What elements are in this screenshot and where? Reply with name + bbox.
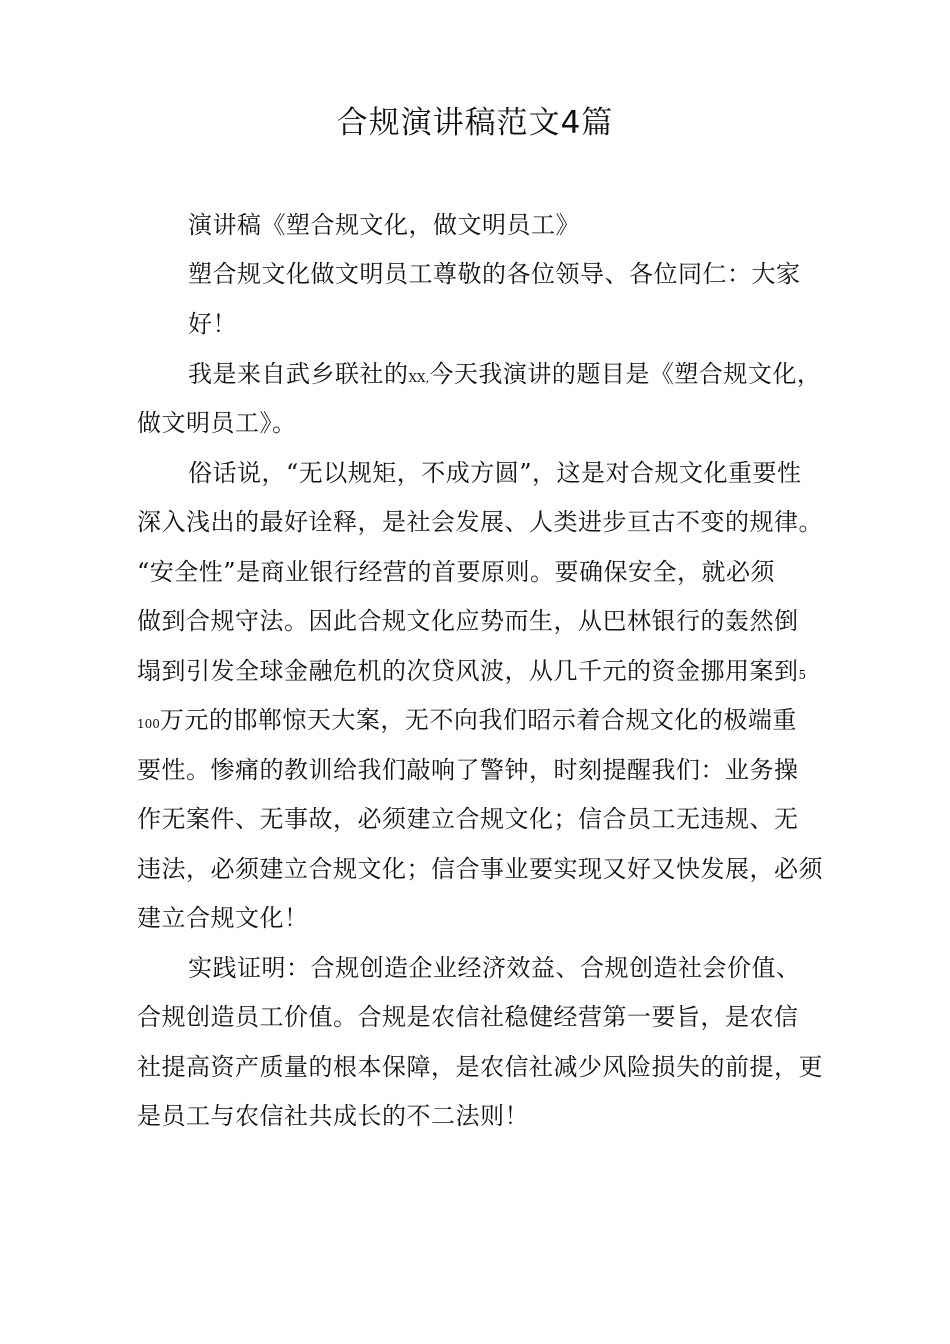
paragraph-line: “安全性”是商业银行经营的首要原则。要确保安全，就必须 <box>137 558 776 586</box>
line-segment: 塌到引发全球金融危机的次贷风波，从几千元的资金挪用案到 <box>137 657 799 685</box>
line-segment-small: XX, <box>408 371 430 385</box>
paragraph-line: 社提高资产质量的根本保障，是农信社减少风险损失的前提，更 <box>137 1053 823 1081</box>
paragraph-line: 建立合规文化！ <box>137 904 309 932</box>
paragraph-line: 演讲稿《塑合规文化，做文明员工》 <box>188 211 580 239</box>
paragraph-line: 要性。惨痛的教训给我们敲响了警钟，时刻提醒我们：业务操 <box>137 756 799 784</box>
line-segment: 万元的邯郸惊天大案，无不向我们昭示着合规文化的极端重 <box>159 706 797 734</box>
paragraph-line: 好！ <box>188 310 237 338</box>
paragraph-line: 合规创造员工价值。合规是农信社稳健经营第一要旨，是农信 <box>137 1003 799 1031</box>
paragraph-line <box>137 654 806 692</box>
paragraph-line <box>188 357 821 395</box>
paragraph-line: 实践证明：合规创造企业经济效益、合规创造社会价值、 <box>188 954 801 982</box>
paragraph-line: 是员工与农信社共成长的不二法则！ <box>137 1102 529 1130</box>
paragraph-line: 做到合规守法。因此合规文化应势而生，从巴林银行的轰然倒 <box>137 607 799 635</box>
paragraph-line: 做文明员工》。 <box>137 409 297 437</box>
paragraph-line: 违法，必须建立合规文化；信合事业要实现又好又快发展，必须 <box>137 855 823 883</box>
paragraph-line <box>137 703 797 741</box>
paragraph-line: 深入浅出的最好诠释，是社会发展、人类进步亘古不变的规律。 <box>137 508 823 536</box>
paragraph-line: 作无案件、无事故，必须建立合规文化；信合员工无违规、无 <box>137 805 799 833</box>
paragraph-line: 俗话说，“无以规矩，不成方圆”，这是对合规文化重要性 <box>188 459 802 487</box>
line-segment: 今天我演讲的题目是《塑合规文化， <box>429 360 822 388</box>
document-title: 合规演讲稿范文4篇 <box>336 105 614 141</box>
line-segment-small: 100 <box>137 717 160 731</box>
line-segment: 我是来自武乡联社的 <box>188 360 409 388</box>
line-segment-small: 5 <box>798 668 807 682</box>
paragraph-line: 塑合规文化做文明员工尊敬的各位领导、各位同仁：大家 <box>188 260 801 288</box>
